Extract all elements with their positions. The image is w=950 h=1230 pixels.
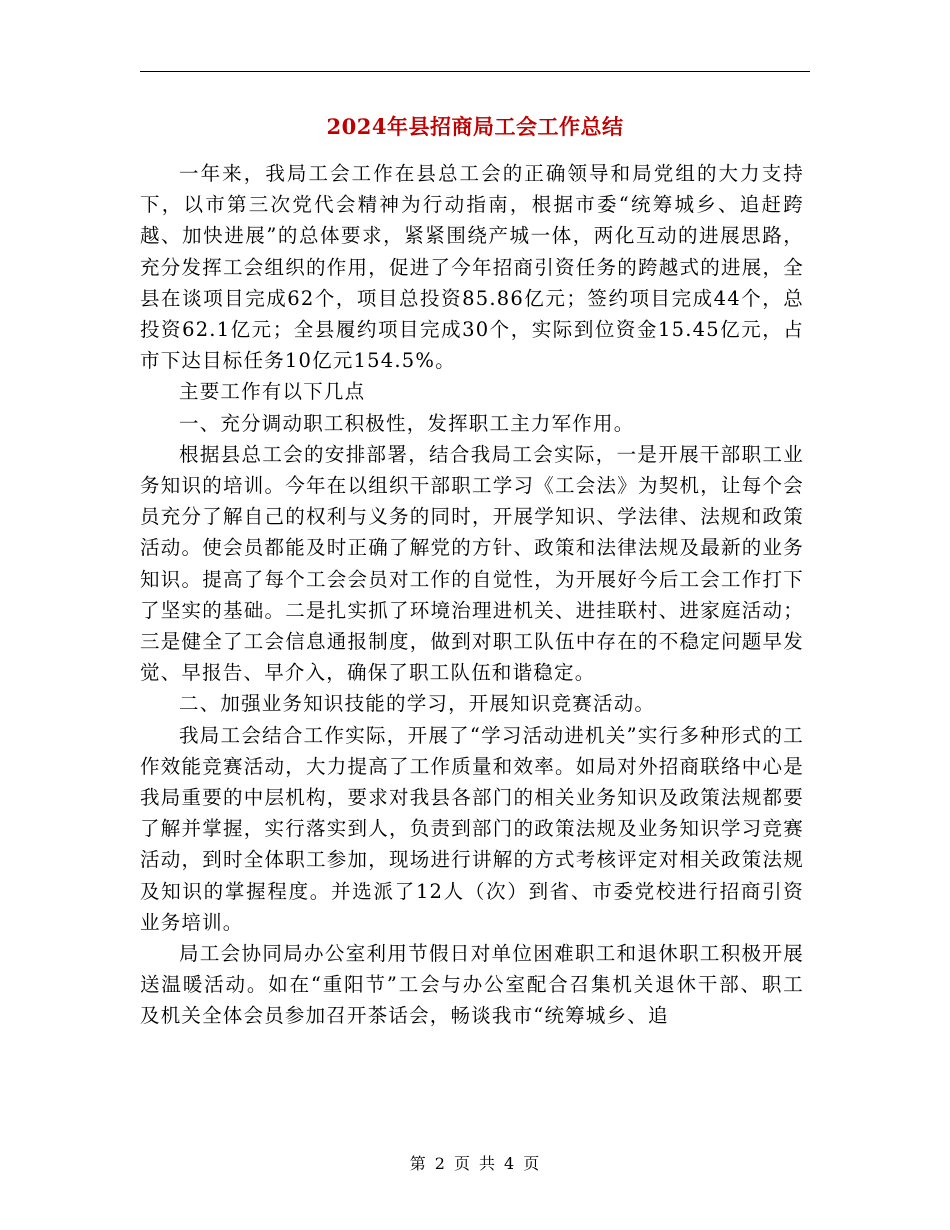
paragraph-warmth-activity: 局工会协同局办公室利用节假日对单位困难职工和退休职工积极开展送温暖活动。如在“重阳节”工会与办公室配合召集机关退休干部、职工及机关全体会员参加召开茶话会，畅谈我市“统筹城乡、追 xyxy=(140,942,804,1028)
document-title: 2024年县招商局工会工作总结 xyxy=(326,114,624,139)
footer-page-label: 第 xyxy=(409,1154,427,1173)
footer-page-unit: 页 xyxy=(453,1154,471,1173)
paragraph-main-points: 主要工作有以下几点 xyxy=(179,380,366,404)
paragraph-intro: 一年来，我局工会工作在县总工会的正确领导和局党组的大力支持下，以市第三次党代会精神为行动指南，根据市委“统筹城乡、追赶跨越、加快进展”的总体要求，紧紧围绕产城一体，两化互动的进展思路，充分发挥工会组织的作用，促进了今年招商引资任务的跨越式的进展，全县在谈项目完成62个，项目总投资85.86亿元；签约项目完成44个，总投资62.1亿元；全县履约项目完成30个，实际到位资金15.45亿元，占市下达目标任务10亿元154.5%。 xyxy=(140,162,804,373)
footer-total-pages: 4 xyxy=(504,1154,516,1173)
footer-total-unit: 页 xyxy=(523,1154,541,1173)
section-heading-2: 二、加强业务知识技能的学习，开展知识竞赛活动。 xyxy=(179,692,656,716)
footer-total-label: 共 xyxy=(479,1154,497,1173)
paragraph-section-2: 我局工会结合工作实际，开展了“学习活动进机关”实行多种形式的工作效能竞赛活动，大力提高了工作质量和效率。如局对外招商联络中心是我局重要的中层机构，要求对我县各部门的相关业务知识及政策法规都要了解并掌握，实行落实到人，负责到部门的政策法规及业务知识学习竞赛活动，到时全体职工参加，现场进行讲解的方式考核评定对相关政策法规及知识的掌握程度。并选派了12人（次）到省、市委党校进行招商引资业务培训。 xyxy=(140,723,804,934)
header-rule xyxy=(140,71,810,72)
page-footer xyxy=(0,1152,950,1176)
section-heading-1: 一、充分调动职工积极性，发挥职工主力军作用。 xyxy=(179,411,635,435)
footer-current-page: 2 xyxy=(434,1154,446,1173)
document-body xyxy=(140,158,804,1032)
paragraph-section-1: 根据县总工会的安排部署，结合我局工会实际，一是开展干部职工业务知识的培训。今年在以组织干部职工学习《工会法》为契机，让每个会员充分了解自己的权利与义务的同时，开展学知识、学法律、法规和政策活动。使会员都能及时正确了解党的方针、政策和法律法规及最新的业务知识。提高了每个工会会员对工作的自觉性，为开展好今后工会工作打下了坚实的基础。二是扎实抓了环境治理进机关、进挂联村、进家庭活动；三是健全了工会信息通报制度，做到对职工队伍中存在的不稳定问题早发觉、早报告、早介入，确保了职工队伍和谐稳定。 xyxy=(140,442,804,685)
